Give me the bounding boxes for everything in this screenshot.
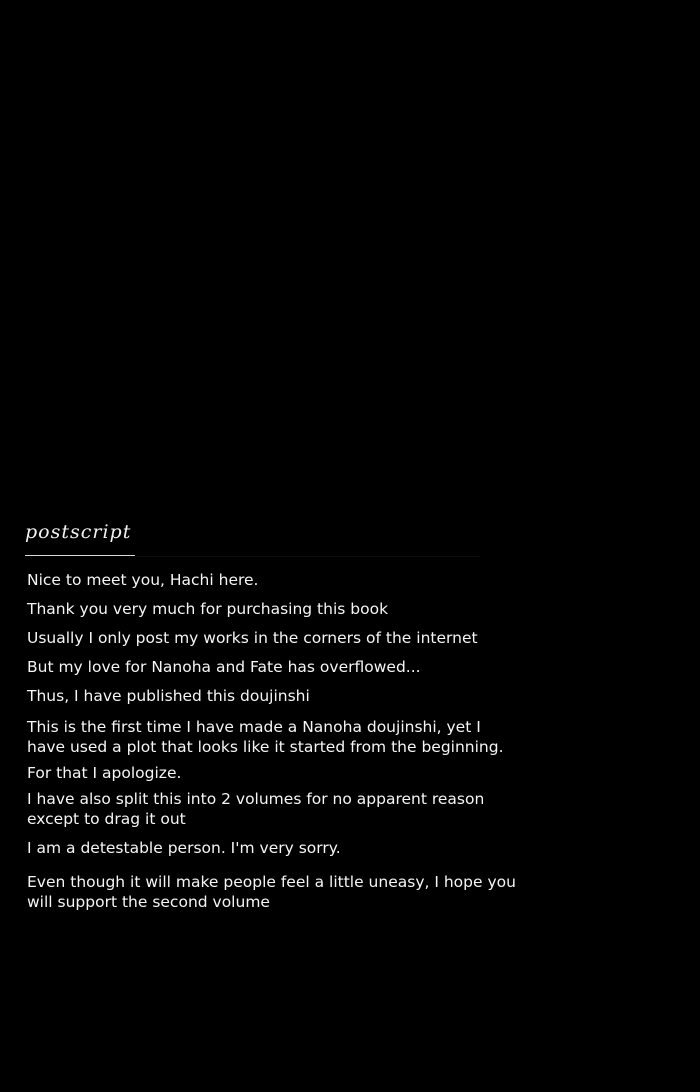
paragraph-thanks: Thank you very much for purchasing this book [27, 600, 389, 618]
paragraph-volumes: I have also split this into 2 volumes for no apparent reason except to drag it out [27, 790, 485, 828]
paragraph-usually: Usually I only post my works in the corners of the internet [27, 629, 478, 647]
paragraph-sorry: I am a detestable person. I'm very sorry. [27, 839, 341, 857]
postscript-body [27, 570, 587, 921]
paragraph-apologize: For that I apologize. [27, 764, 182, 782]
paragraph-support: Even though it will make people feel a little uneasy, I hope you will support the second volume [27, 873, 516, 911]
paragraph-first-time: This is the first time I have made a Nanoha doujinshi, yet I have used a plot that looks like it started from the beginning. [27, 718, 504, 756]
faint-divider [135, 556, 480, 557]
paragraph-greeting: Nice to meet you, Hachi here. [27, 571, 259, 589]
heading-underline [25, 555, 135, 556]
postscript-heading: postscript [25, 521, 132, 543]
paragraph-published: Thus, I have published this doujinshi [27, 687, 310, 705]
paragraph-love: But my love for Nanoha and Fate has overflowed... [27, 658, 421, 676]
